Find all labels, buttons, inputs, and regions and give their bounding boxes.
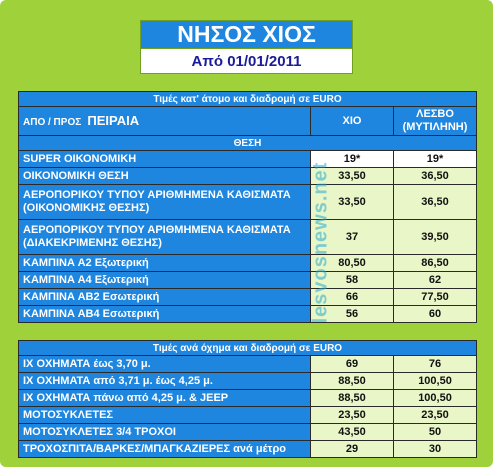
per-person-table — [18, 91, 477, 323]
table-row — [19, 441, 477, 458]
price-lesvos: 36,50 — [394, 185, 477, 220]
table-row — [19, 168, 477, 185]
price-chios: 33,50 — [311, 168, 394, 185]
per-person-caption: Τιμές κατ' άτομο και διαδρομή σε EURO — [19, 92, 477, 107]
table-row — [19, 185, 477, 220]
price-chios: 56 — [311, 306, 394, 323]
from-label: ΑΠΟ / ΠΡΟΣ — [23, 116, 82, 128]
row-label: ΜΟΤΟΣΥΚΛΕΤΕΣ 3/4 ΤΡΟΧΟΙ — [19, 424, 311, 441]
price-chios: 33,50 — [311, 185, 394, 220]
section-row — [19, 136, 477, 151]
table-row — [19, 390, 477, 407]
price-lesvos: 86,50 — [394, 255, 477, 272]
table-row — [19, 407, 477, 424]
row-label: ΚΑΜΠΙΝΑ ΑΒ4 Εσωτερική — [19, 306, 311, 323]
price-chios: 88,50 — [311, 390, 394, 407]
price-chios: 88,50 — [311, 373, 394, 390]
watermark-text: lesvosnews.net — [309, 161, 332, 323]
row-label: ΚΑΜΠΙΝΑ Α2 Εξωτερική — [19, 255, 311, 272]
table-row — [19, 151, 477, 168]
price-chios: 19* — [311, 151, 394, 168]
page-title: ΝΗΣΟΣ ΧΙΟΣ — [141, 21, 352, 49]
price-chios: 80,50 — [311, 255, 394, 272]
price-lesvos: 50 — [394, 424, 477, 441]
price-lesvos: 77,50 — [394, 289, 477, 306]
row-label: ΟΙΚΟΝΟΜΙΚΗ ΘΕΣΗ — [19, 168, 311, 185]
price-chios: 23,50 — [311, 407, 394, 424]
table-row — [19, 306, 477, 323]
price-lesvos: 36,50 — [394, 168, 477, 185]
from-to-header — [19, 107, 311, 136]
column-header-row — [19, 107, 477, 136]
price-lesvos: 100,50 — [394, 390, 477, 407]
price-chios: 58 — [311, 272, 394, 289]
row-label: ΙΧ ΟΧΗΜΑΤΑ από 3,71 μ. έως 4,25 μ. — [19, 373, 311, 390]
row-label: ΙΧ ΟΧΗΜΑΤΑ έως 3,70 μ. — [19, 356, 311, 373]
row-label: ΚΑΜΠΙΝΑ Α4 Εξωτερική — [19, 272, 311, 289]
row-label: ΑΕΡΟΠΟΡΙΚΟΥ ΤΥΠΟΥ ΑΡΙΘΜΗΜΕΝΑ ΚΑΘΙΣΜΑΤΑ (ΔΙΑΚΕΚΡΙΜΕΝΗΣ ΘΕΣΗΣ) — [19, 220, 311, 255]
col-header-lesvos: ΛΕΣΒΟ (ΜΥΤΙΛΗΝΗ) — [394, 107, 477, 136]
per-vehicle-caption: Τιμές ανά όχημα και διαδρομή σε EURO — [19, 341, 477, 356]
price-lesvos: 100,50 — [394, 373, 477, 390]
row-label: ΤΡΟΧΟΣΠΙΤΑ/ΒΑΡΚΕΣ/ΜΠΑΓΚΑΖΙΕΡΕΣ ανά μέτρο — [19, 441, 311, 458]
table-row — [19, 272, 477, 289]
price-lesvos: 19* — [394, 151, 477, 168]
price-lesvos: 76 — [394, 356, 477, 373]
per-vehicle-caption-row — [19, 341, 477, 356]
price-lesvos: 60 — [394, 306, 477, 323]
row-label: ΙΧ ΟΧΗΜΑΤΑ πάνω από 4,25 μ. & JEEP — [19, 390, 311, 407]
table-row — [19, 255, 477, 272]
from-port: ΠΕΙΡΑΙΑ — [87, 112, 140, 128]
col-header-chios: ΧΙΟ — [311, 107, 394, 136]
page-subtitle: Από 01/01/2011 — [191, 53, 302, 70]
price-chios: 29 — [311, 441, 394, 458]
price-lesvos: 39,50 — [394, 220, 477, 255]
table-row — [19, 220, 477, 255]
row-label: ΑΕΡΟΠΟΡΙΚΟΥ ΤΥΠΟΥ ΑΡΙΘΜΗΜΕΝΑ ΚΑΘΙΣΜΑΤΑ (ΟΙΚΟΝΟΜΙΚΗΣ ΘΕΣΗΣ) — [19, 185, 311, 220]
price-lesvos: 23,50 — [394, 407, 477, 424]
table-row — [19, 356, 477, 373]
per-vehicle-table — [18, 340, 477, 458]
price-lesvos: 30 — [394, 441, 477, 458]
table-row — [19, 373, 477, 390]
row-label: ΚΑΜΠΙΝΑ ΑΒ2 Εσωτερική — [19, 289, 311, 306]
per-person-caption-row — [19, 92, 477, 107]
price-lesvos: 62 — [394, 272, 477, 289]
row-label: ΜΟΤΟΣΥΚΛΕΤΕΣ — [19, 407, 311, 424]
table-row — [19, 289, 477, 306]
price-chios: 66 — [311, 289, 394, 306]
title-box — [140, 20, 353, 74]
row-label: SUPER ΟΙΚΟΝΟΜΙΚΗ — [19, 151, 311, 168]
section-label: ΘΕΣΗ — [19, 136, 477, 151]
price-chios: 37 — [311, 220, 394, 255]
price-chios: 43,50 — [311, 424, 394, 441]
price-chios: 69 — [311, 356, 394, 373]
table-row — [19, 424, 477, 441]
